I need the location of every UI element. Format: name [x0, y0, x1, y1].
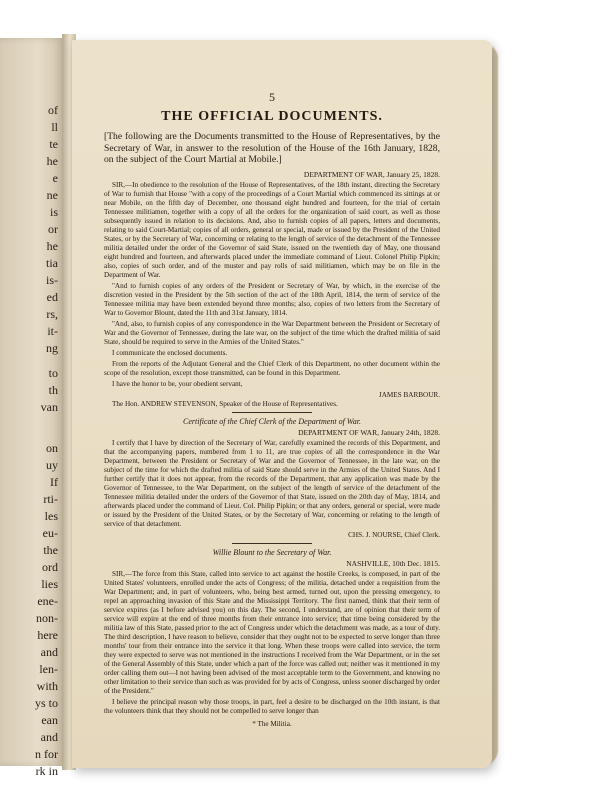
- certificate-paragraph: I certify that I have by direction of the Secretary of War, carefully examined the records of this Department, and that the accompanying papers, numbered from 1 to 11, are true copies of all the correspondence in the War Department, between the President or Secretary of War and the Governor of Tennessee, in the late war, on the subject of the time for which the drafted militia of said State should serve in the Armies of the United States. And I further certify that it does not appear, from the records of the Department, that any application was made by the Governor of Tennessee, to the War Department, on the subject of the length of service of the detachment of the Tennessee militia detailed under the orders of the Governor of that State, issued on the 20th day of May, 1814, and afterwards placed under the command of Lieut. Col. Philip Pipkin; or that any orders, general or special, were made or issued by the President of the United States, or by the Secretary of War, concerning or relating to the length of service of that detachment.: [104, 438, 440, 528]
- letter1-signature: JAMES BARBOUR.: [378, 390, 440, 399]
- letter2-dateline: NASHVILLE, 10th Dec. 1815.: [346, 558, 440, 568]
- left-page-fragment: ll: [51, 120, 58, 134]
- certificate-heading: Certificate of the Chief Clerk of the Department of War.: [183, 416, 361, 426]
- letter1-paragraph: I communicate the enclosed documents.: [112, 348, 228, 357]
- letter2-paragraph: I believe the principal reason why those troops, in part, feel a desire to be discharged on the 10th instant, is that the volunteers think that they should not be compelled to serve longer than: [104, 697, 440, 715]
- left-page-fragment: If: [50, 475, 58, 489]
- letter1-paragraph: From the reports of the Adjutant General and the Chief Clerk of this Department, no other document within the scope of the resolution, except those transmitted, can be found in this Department.: [104, 359, 440, 377]
- left-page-fragment: is-: [46, 273, 58, 287]
- left-page-fragment: it-: [47, 324, 58, 338]
- left-page-fragment: ng: [46, 341, 58, 355]
- letter2-body: [104, 570, 440, 716]
- left-page-fragment: tia: [46, 256, 58, 270]
- left-page-fragment: van: [40, 400, 58, 414]
- left-page-fragment: th: [48, 383, 58, 397]
- left-page-fragment: rti-: [43, 492, 58, 506]
- section-divider: [232, 412, 312, 413]
- left-page-fragment: to: [48, 366, 58, 380]
- left-page-fragment: ed: [46, 290, 58, 304]
- certificate-dateline: DEPARTMENT OF WAR, January 24th, 1828.: [298, 427, 440, 437]
- section-divider: [232, 543, 312, 544]
- letter1-addressee: The Hon. ANDREW STEVENSON, Speaker of the House of Representatives.: [112, 399, 338, 408]
- left-page-fragment: ne: [46, 188, 58, 202]
- left-page-fragment: rs,: [46, 307, 58, 321]
- page-number: 5: [269, 90, 275, 104]
- left-page-fragment: and: [40, 730, 58, 744]
- page-footnote: * The Militia.: [252, 719, 292, 728]
- letter1-paragraph: "And, also, to furnish copies of any correspondence in the War Department between the President or Secretary of War and the Governor of Tennessee, during the late war, on the subject of the time which the drafted militia of said State, should be required to serve in the Armies of the United States.": [104, 319, 440, 346]
- letter2-paragraph: SIR,—The force from this State, called into service to act against the hostile Creeks, is composed, in part of the United States' volunteers, enrolled under the acts of Congress; of the militia, detached under a requisition from the War Department; and, in part of volunteers, who, being best armed, turned out, upon the pressing emergency, to repel an approaching invasion of this State and the Mississippi Territory. The first named, think that their term of service expires (as I before advised you) on this day. The second, I understand, are of opinion that their term of service will expire at the end of three months from their entrance into service; that time being considered by the militia law of this State, passed prior to the act of Congress under which the detachment was made, as a tour of duty. The third description, I have reason to believe, consider that they ought not to be expected to serve longer than three months' tour from their entrance into the service it that long. When these troops were called into service, the term they were expected to serve was not mentioned in the instructions I received from the War Department, or in the set of the General Assembly of this State, under which a part of the force was called out; neither was it mentioned in my order calling them out—I not having been advised of the most acceptable term to the Government, and knowing no other limitation to their service than such as was provided for by acts of Congress, unless sooner discharged by order of the President.": [104, 569, 441, 695]
- page-content: [104, 90, 440, 728]
- left-page-fragment: with: [36, 679, 58, 693]
- letter2-heading: Willie Blount to the Secretary of War.: [212, 547, 332, 557]
- letter1-paragraph: I have the honor to be, your obedient servant,: [112, 379, 243, 388]
- certificate-body: [104, 439, 440, 529]
- left-page-fragment: ene-: [37, 594, 58, 608]
- letter1-paragraph: "And to furnish copies of any orders of the President or Secretary of War, by which, in the exercise of the discretion vested in the President by the 5th section of the act of the 18th April, 1814, the term of service of the Tennessee militia may have been extended beyond three months; also, copies of two letters from the Secretary of War to Governor Blount, dated the 11th and 31st January, 1814.: [104, 281, 440, 317]
- left-page-fragment: non-: [36, 611, 58, 625]
- left-page-fragment: of: [48, 103, 58, 117]
- left-page-edge: [0, 38, 65, 778]
- left-page-fragment: ean: [41, 713, 58, 727]
- page-title: THE OFFICIAL DOCUMENTS.: [161, 109, 383, 124]
- left-page-fragment: he: [46, 239, 58, 253]
- left-page-fragment: lies: [41, 577, 58, 591]
- left-page-fragment: uy: [46, 458, 58, 472]
- letter1-paragraph: SIR,—In obedience to the resolution of the House of Representatives, of the 18th instant, directing the Secretary of War to furnish that House "with a copy of the proceedings of a Court Martial which commenced its sittings at or near Mobile, on the fifth day of December, one thousand eight hundred and fourteen, for the trial of certain Tennessee militiamen, together with a copy of all the orders for the organization of said court, as well as those subsequently issued in relation to its decisions. And, also to furnish copies of all papers, letters and documents, relating to said Court-Martial; copies of all orders, general or special, made or issued by the President of the United States, or by the Secretary of War, concerning or relating to the length of service of the detachment of the Tennessee militia detailed under the order of the Governor of said State, issued on the twentieth day of May, one thousand eight hundred and fourteen, and afterwards placed under the immediate command of Lieut. Colonel Philip Pipkin; also, copies of such order, and of the muster and pay rolls of said militiamen, which may be on file in the Department of War.: [104, 180, 440, 279]
- left-page-fragment: les: [44, 509, 58, 523]
- left-page-fragment: eu-: [42, 526, 58, 540]
- left-page-fragment: here: [37, 628, 58, 642]
- left-page-fragment: rk in: [35, 764, 58, 778]
- left-page-fragment: te: [49, 137, 58, 151]
- letter1-body: [104, 181, 440, 389]
- letter1-dateline: DEPARTMENT OF WAR, January 25, 1828.: [303, 169, 440, 179]
- left-page-fragment: is: [49, 205, 58, 219]
- certificate-signature: CHS. J. NOURSE, Chief Clerk.: [348, 530, 440, 539]
- left-page-fragment: ys to: [34, 696, 58, 710]
- intro-bracket-text: [The following are the Documents transmitted to the House of Representatives, by the Secretary of War, in answer to the resolution of the House of the 16th January, 1828, on the subject of the Court Martial at Mobile.]: [104, 131, 440, 165]
- left-page-fragment: the: [43, 543, 58, 557]
- left-page-fragment: on: [46, 441, 58, 455]
- left-page-fragment: and: [40, 645, 58, 659]
- left-page-fragment: len-: [39, 662, 58, 676]
- left-page-fragment: or: [48, 222, 58, 236]
- left-page-fragment: n for: [35, 747, 58, 761]
- left-page-fragment: e: [52, 171, 58, 185]
- left-page-fragment: ord: [42, 560, 58, 574]
- left-page-fragment: he: [46, 154, 58, 168]
